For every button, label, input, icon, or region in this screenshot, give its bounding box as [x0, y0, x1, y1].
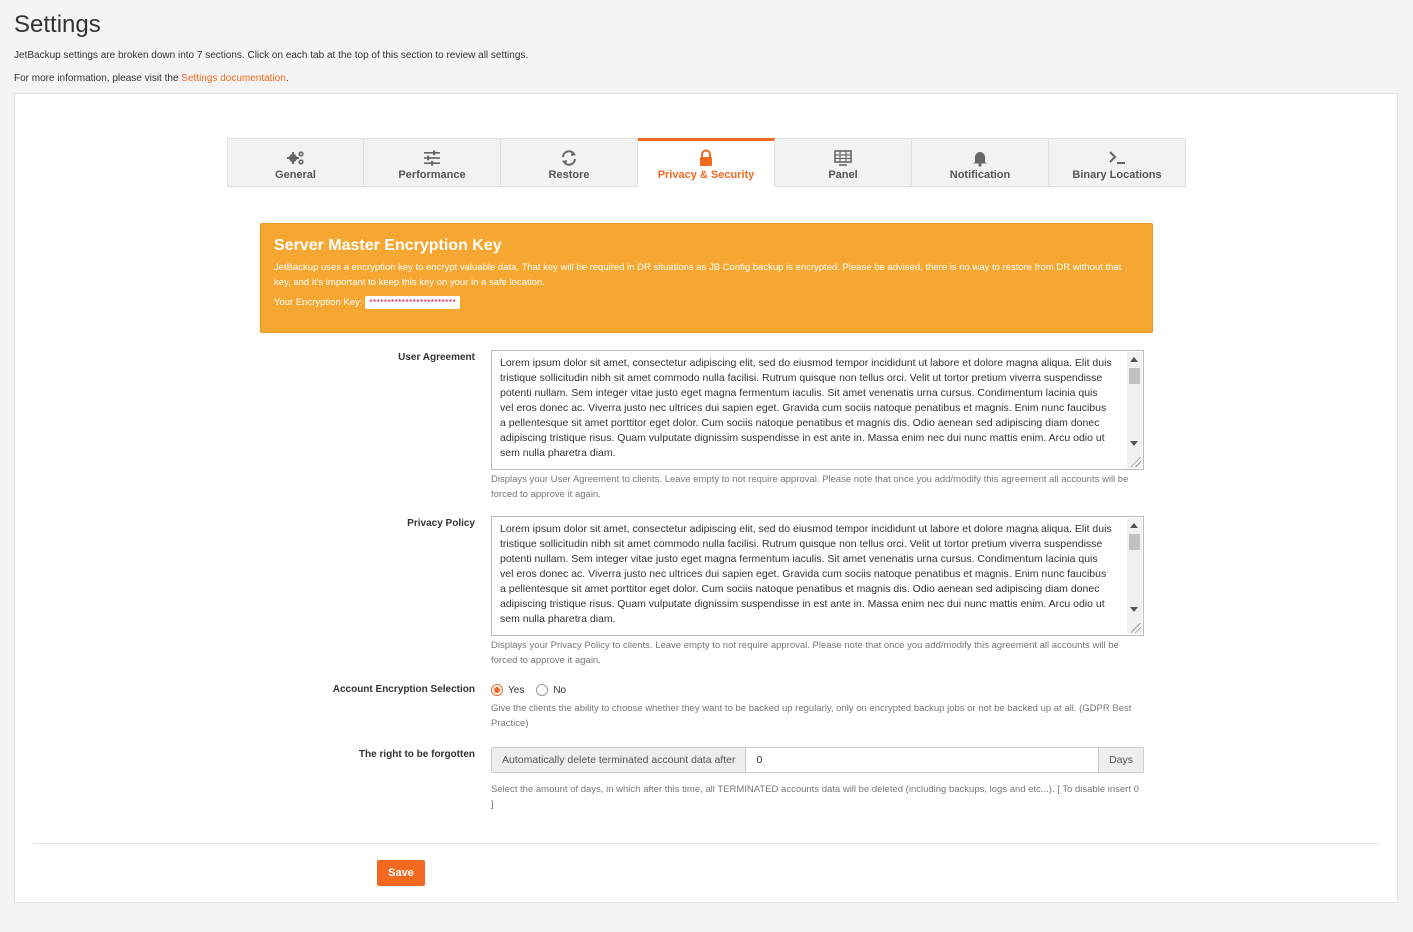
intro-doc-prefix: For more information, please visit the	[14, 73, 182, 84]
terminal-icon	[1107, 149, 1127, 167]
privacy-policy-textarea[interactable]	[491, 516, 1144, 636]
radio-no-label[interactable]: No	[553, 684, 567, 696]
encryption-key-value[interactable]: ************************	[365, 296, 460, 309]
tab-label: Privacy & Security	[657, 169, 755, 181]
forgotten-days-input[interactable]	[746, 748, 1098, 772]
save-button[interactable]: Save	[377, 860, 425, 886]
account-encryption-help: Give the clients the ability to choose whether they want to be backed up regularly, only on encrypted backup jobs or not be backed up at all. (GDPR Best Practice)	[491, 703, 1132, 729]
privacy-policy-field	[491, 516, 1144, 668]
refresh-icon	[559, 149, 579, 167]
panel-icon	[833, 149, 853, 167]
privacy-policy-label: Privacy Policy	[407, 518, 475, 529]
user-agreement-help: Displays your User Agreement to clients. Leave empty to not require approval. Please note that once you add/modify this agreement all accounts will be forced to approve it again.	[491, 474, 1129, 500]
scroll-up-icon[interactable]	[1130, 357, 1138, 362]
tab-privacy-security[interactable]	[638, 138, 775, 187]
lock-icon	[696, 149, 716, 167]
user-agreement-label: User Agreement	[398, 352, 475, 363]
settings-tabs	[227, 138, 1187, 187]
user-agreement-text: Lorem ipsum dolor sit amet, consectetur adipiscing elit, sed do eiusmod tempor incididunt ut labore et dolore magna aliqua. Elit duis tristique sollicitudin nibh sit amet commodo nulla facilisi. Rutrum quisque non tellus orci. Velit ut tortor pretium viverra suspendisse potenti nullam. Sem integer vitae justo eget magna fermentum iaculis. Sit amet venenatis urna cursus. Condimentum lacinia quis vel eros donec ac. Viverra justo nec ultrices dui sapien eget. Gravida cum sociis natoque penatibus et magnis. Enim nunc faucibus a pellentesque sit amet porttitor eget dolor. Cum sociis natoque penatibus et magnis dis. Odio aenean sed adipiscing diam donec adipiscing tristique risus. Quam vulputate dignissim suspendisse in est ante in. Massa enim nec dui nunc mattis enim. Arcu odio ut sem nulla pharetra diam.	[500, 357, 1112, 459]
encryption-key-description: JetBackup uses a encryption key to encrypt valuable data. That key will be required in DR situations as JB Config backup is encrypted. Please be advised, there is no way to restore from DR without that key, and it's important to keep this key on your in a safe location.	[274, 262, 1122, 288]
tab-panel[interactable]	[775, 138, 912, 187]
encryption-key-label: Your Encryption Key:	[274, 297, 363, 308]
page-title: Settings	[14, 11, 101, 38]
tab-label: General	[275, 169, 316, 181]
forgotten-input-group	[491, 747, 1144, 773]
forgotten-help: Select the amount of days, in which after this time, all TERMINATED accounts data will be deleted (including backups, logs and etc...). [ To disable insert 0 ]	[491, 784, 1139, 810]
account-encryption-radios	[491, 683, 1144, 697]
scroll-thumb[interactable]	[1129, 368, 1140, 384]
privacy-policy-scrollbar[interactable]	[1127, 518, 1142, 634]
scroll-down-icon[interactable]	[1130, 441, 1138, 446]
right-to-be-forgotten-label: The right to be forgotten	[358, 749, 475, 760]
tab-performance[interactable]	[364, 138, 501, 187]
intro-text: JetBackup settings are broken down into 7 sections. Click on each tab at the top of this section to review all settings.	[14, 50, 529, 61]
form-divider	[33, 843, 1379, 844]
tab-label: Restore	[548, 169, 590, 181]
bell-icon	[970, 149, 990, 167]
tab-label: Notification	[949, 169, 1011, 181]
tab-label: Panel	[828, 169, 858, 181]
tab-binary-locations[interactable]	[1049, 138, 1186, 187]
forgotten-prefix: Automatically delete terminated account data after	[492, 748, 746, 772]
sliders-icon	[422, 149, 442, 167]
account-encryption-field	[491, 683, 1144, 731]
tab-notification[interactable]	[912, 138, 1049, 187]
user-agreement-field	[491, 350, 1144, 502]
tab-restore[interactable]	[501, 138, 638, 187]
scroll-up-icon[interactable]	[1130, 523, 1138, 528]
tab-general[interactable]	[227, 138, 364, 187]
scroll-thumb[interactable]	[1129, 534, 1140, 550]
encryption-key-alert	[260, 223, 1153, 333]
privacy-policy-help: Displays your Privacy Policy to clients. Leave empty to not require approval. Please note that once you add/modify this agreement all accounts will be forced to approve it again.	[491, 640, 1119, 666]
radio-no[interactable]	[536, 684, 548, 696]
intro-doc-suffix: .	[285, 73, 289, 84]
radio-yes-label[interactable]: Yes	[508, 684, 525, 696]
encryption-key-row	[274, 296, 1139, 309]
settings-documentation-link[interactable]: Settings documentation	[181, 73, 286, 84]
scroll-down-icon[interactable]	[1130, 607, 1138, 612]
tab-label: Binary Locations	[1072, 169, 1162, 181]
tab-label: Performance	[398, 169, 466, 181]
user-agreement-textarea[interactable]	[491, 350, 1144, 470]
account-encryption-label: Account Encryption Selection	[332, 684, 475, 695]
settings-panel	[14, 93, 1398, 903]
resize-grip-icon[interactable]	[1131, 623, 1141, 633]
right-to-be-forgotten-field	[491, 747, 1144, 812]
resize-grip-icon[interactable]	[1131, 457, 1141, 467]
privacy-policy-text: Lorem ipsum dolor sit amet, consectetur adipiscing elit, sed do eiusmod tempor incididunt ut labore et dolore magna aliqua. Elit duis tristique sollicitudin nibh sit amet commodo nulla facilisi. Rutrum quisque non tellus orci. Velit ut tortor pretium viverra suspendisse potenti nullam. Sem integer vitae justo eget magna fermentum iaculis. Sit amet venenatis urna cursus. Condimentum lacinia quis vel eros donec ac. Viverra justo nec ultrices dui sapien eget. Gravida cum sociis natoque penatibus et magnis. Enim nunc faucibus a pellentesque sit amet porttitor eget dolor. Cum sociis natoque penatibus et magnis dis. Odio aenean sed adipiscing diam donec adipiscing tristique risus. Quam vulputate dignissim suspendisse in est ante in. Massa enim nec dui nunc mattis enim. Arcu odio ut sem nulla pharetra diam.	[500, 523, 1112, 625]
radio-yes[interactable]	[491, 684, 503, 696]
forgotten-suffix: Days	[1098, 748, 1143, 772]
encryption-key-title: Server Master Encryption Key	[274, 237, 502, 254]
gears-icon	[286, 149, 306, 167]
user-agreement-scrollbar[interactable]	[1127, 352, 1142, 468]
intro-doc-line	[14, 73, 289, 84]
